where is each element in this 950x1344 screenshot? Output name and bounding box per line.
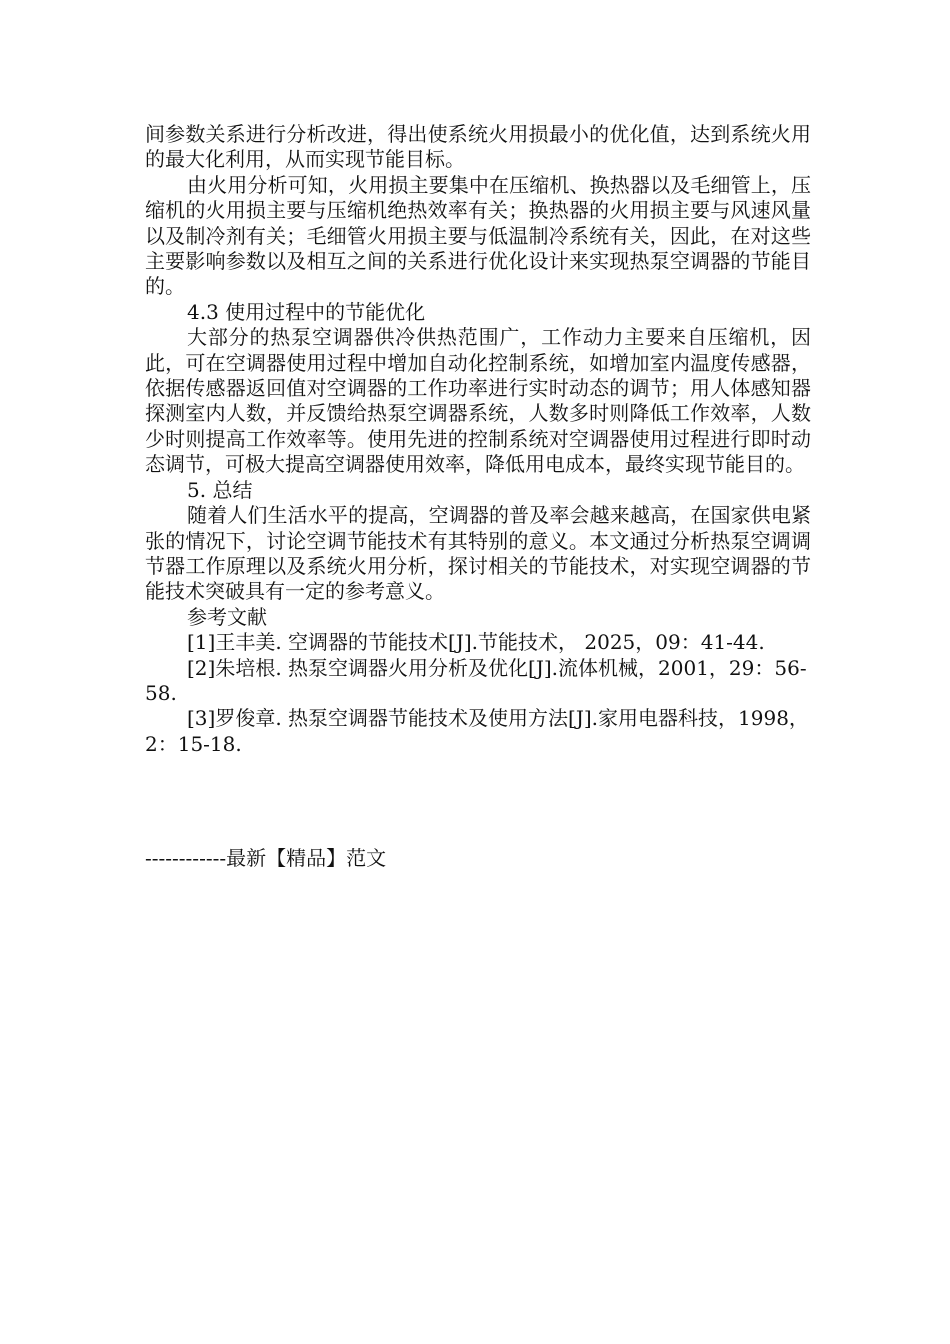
reference-item: [3]罗俊章. 热泵空调器节能技术及使用方法[J].家用电器科技，1998，2：15-18. [145, 706, 809, 756]
footer-tagline: ------------最新【精品】范文 [145, 846, 387, 870]
paragraph-exergy-analysis: 由火用分析可知，火用损主要集中在压缩机、换热器以及毛细管上，压缩机的火用损主要与压缩机绝热效率有关；换热器的火用损主要与风速风量以及制冷剂有关；毛细管火用损主要与低温制冷系统有关，因此，在对这些主要影响参数以及相互之间的关系进行优化设计来实现热泵空调器的节能目的。 [145, 172, 811, 299]
paragraph-usage-optimization: 大部分的热泵空调器供冷供热范围广，工作动力主要来自压缩机，因此，可在空调器使用过程中增加自动化控制系统，如增加室内温度传感器，依据传感器返回值对空调器的工作功率进行实时动态的调节；用人体感知器探测室内人数，并反馈给热泵空调器系统，人数多时则降低工作效率，人数少时则提高工作效率等。使用先进的控制系统对空调器使用过程进行即时动态调节，可极大提高空调器使用效率，降低用电成本，最终实现节能目的。 [145, 325, 811, 477]
section-heading-4-3: 4.3 使用过程中的节能优化 [187, 299, 426, 324]
reference-item: [2]朱培根. 热泵空调器火用分析及优化[J].流体机械，2001，29：56-58. [145, 655, 807, 705]
reference-item: [1]王丰美. 空调器的节能技术[J].节能技术， 2025，09：41-44. [187, 630, 765, 655]
paragraph-summary: 随着人们生活水平的提高，空调器的普及率会越来越高，在国家供电紧张的情况下，讨论空调节能技术有其特别的意义。本文通过分析热泵空调调节器工作原理以及系统火用分析，探讨相关的节能技术，对实现空调器的节能技术突破具有一定的参考意义。 [145, 503, 811, 604]
section-heading-5: 5. 总结 [187, 477, 253, 502]
references-title: 参考文献 [187, 604, 267, 629]
paragraph-continuation: 间参数关系进行分析改进，得出使系统火用损最小的优化值，达到系统火用的最大化利用，从而实现节能目标。 [145, 122, 811, 172]
document-body [145, 122, 811, 757]
